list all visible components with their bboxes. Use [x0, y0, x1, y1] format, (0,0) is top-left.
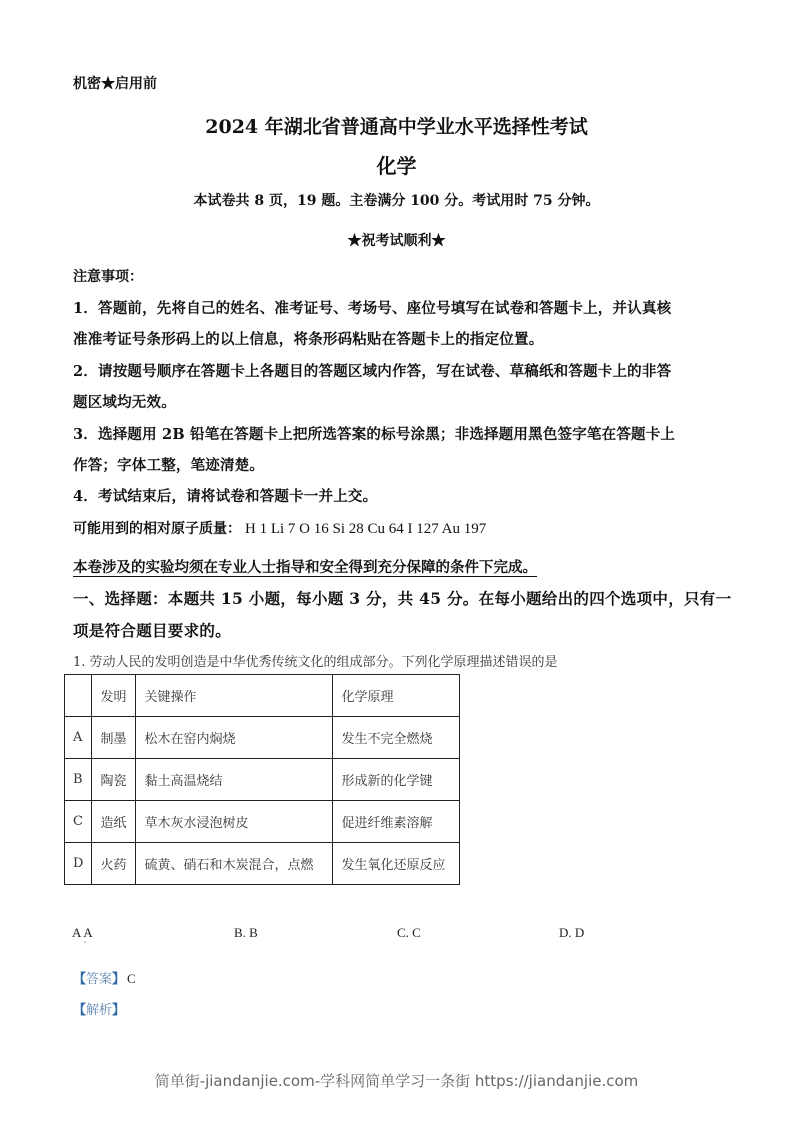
analysis-line — [73, 999, 125, 1018]
notice-heading: 注意事项： — [73, 269, 143, 285]
safety-note: 本卷涉及的实验均须在专业人士指导和安全得到充分保障的条件下完成。 — [73, 559, 537, 576]
choice-b: B. B — [234, 925, 258, 940]
question-stem: 1. 劳动人民的发明创造是中华优秀传统文化的组成部分。下列化学原理描述错误的是 — [73, 655, 558, 670]
notice-line: 题区域均无效。 — [73, 394, 176, 411]
analysis-tag: 【解析】 — [73, 1003, 126, 1018]
atomic-mass-line — [73, 518, 486, 538]
table-header-cell: 化学原理 — [333, 675, 460, 717]
answer-tag: 【答案】 — [73, 972, 126, 987]
table-cell: C — [65, 801, 92, 843]
table-row — [65, 843, 460, 885]
notice-line: 准准考证号条形码上的以上信息，将条形码粘贴在答题卡上的指定位置。 — [73, 331, 544, 348]
choice-d: D. D — [559, 925, 585, 940]
table-cell: 发生不完全燃烧 — [333, 717, 460, 759]
table-row — [65, 759, 460, 801]
table-cell: A — [65, 717, 92, 759]
table-cell: 硫黄、硝石和木炭混合，点燃 — [136, 843, 333, 885]
table-cell: 火药 — [92, 843, 136, 885]
answer-line — [73, 968, 136, 987]
exam-subject: 化学 — [376, 154, 417, 178]
table-cell: 黏土高温烧结 — [136, 759, 333, 801]
atomic-mass-label: 可能用到的相对原子质量： — [73, 521, 241, 537]
table-row — [65, 717, 460, 759]
table-cell: B — [65, 759, 92, 801]
table-cell: 造纸 — [92, 801, 136, 843]
table-cell: 陶瓷 — [92, 759, 136, 801]
table-cell: D — [65, 843, 92, 885]
notice-line: 2．请按题号顺序在答题卡上各题目的答题区域内作答，写在试卷、草稿纸和答题卡上的非答 — [73, 363, 672, 380]
table-header-cell: 发明 — [92, 675, 136, 717]
section-heading-cont: 项是符合题目要求的。 — [73, 621, 232, 640]
atomic-mass-values: H 1 Li 7 O 16 Si 28 Cu 64 I 127 Au 197 — [245, 521, 487, 537]
stray-mark: ' — [84, 940, 87, 949]
table-cell: 形成新的化学键 — [333, 759, 460, 801]
notice-line: 4．考试结束后，请将试卷和答题卡一并上交。 — [73, 488, 378, 505]
notice-line: 1．答题前，先将自己的姓名、准考证号、考场号、座位号填写在试卷和答题卡上，并认真核 — [73, 300, 672, 317]
question-table — [64, 674, 460, 885]
notice-line: 作答；字体工整，笔迹清楚。 — [73, 457, 265, 474]
notice-line: 3．选择题用 2B 铅笔在答题卡上把所选答案的标号涂黑；非选择题用黑色签字笔在答题卡上 — [73, 426, 676, 443]
good-luck-note: ★祝考试顺利★ — [347, 233, 446, 249]
exam-info: 本试卷共 8 页，19 题。主卷满分 100 分。考试用时 75 分钟。 — [193, 193, 600, 209]
table-row — [65, 801, 460, 843]
footer-watermark: 简单街-jiandanjie.com-学科网简单学习一条街 https://jiandanjie.com — [154, 1072, 639, 1090]
table-cell: 促进纤维素溶解 — [333, 801, 460, 843]
choice-c: C. C — [397, 925, 421, 940]
section-heading: 一、选择题：本题共 15 小题，每小题 3 分，共 45 分。在每小题给出的四个选项中，只有一 — [73, 589, 732, 608]
answer-label: 答案 — [86, 972, 113, 987]
table-cell: 制墨 — [92, 717, 136, 759]
confidential-label: 机密★启用前 — [73, 76, 157, 92]
table-header-row — [65, 675, 460, 717]
choice-a: A A — [72, 925, 93, 940]
answer-value: C — [127, 971, 136, 986]
table-cell: 草木灰水浸泡树皮 — [136, 801, 333, 843]
table-cell: 发生氧化还原反应 — [333, 843, 460, 885]
table-cell: 松木在窑内焖烧 — [136, 717, 333, 759]
table-header-cell — [65, 675, 92, 717]
analysis-label: 解析 — [86, 1003, 113, 1018]
table-header-cell: 关键操作 — [136, 675, 333, 717]
exam-title: 2024 年湖北省普通高中学业水平选择性考试 — [205, 116, 588, 138]
